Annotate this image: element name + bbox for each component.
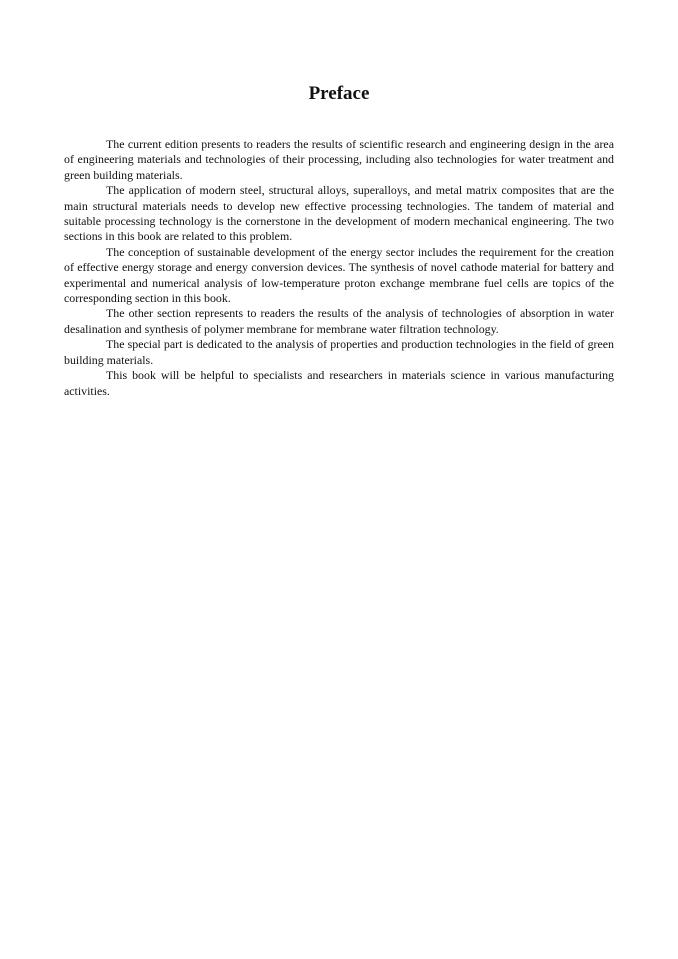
preface-body (64, 137, 614, 399)
paragraph-4: The other section represents to readers the results of the analysis of technologies of absorption in water desalination and synthesis of polymer membrane for membrane water filtration technology. (64, 306, 614, 336)
paragraph-5: The special part is dedicated to the analysis of properties and production technologies in the field of green building materials. (64, 337, 614, 367)
paragraph-2: The application of modern steel, structural alloys, superalloys, and metal matrix composites that are the main structural materials needs to develop new effective processing technologies. The tandem of material and suitable processing technology is the cornerstone in the development of modern mechanical engineering. The two sections in this book are related to this problem. (64, 183, 614, 244)
paragraph-3: The conception of sustainable development of the energy sector includes the requirement for the creation of effective energy storage and energy conversion devices. The synthesis of novel cathode material for battery and experimental and numerical analysis of low-temperature proton exchange membrane fuel cells are topics of the corresponding section in this book. (64, 244, 614, 306)
page-title: Preface (308, 83, 370, 104)
paragraph-6: This book will be helpful to specialists and researchers in materials science in various manufacturing activities. (64, 368, 614, 398)
paragraph-1: The current edition presents to readers the results of scientific research and engineering design in the area of engineering materials and technologies of their processing, including also technologies for water treatment and green building materials. (64, 137, 614, 182)
